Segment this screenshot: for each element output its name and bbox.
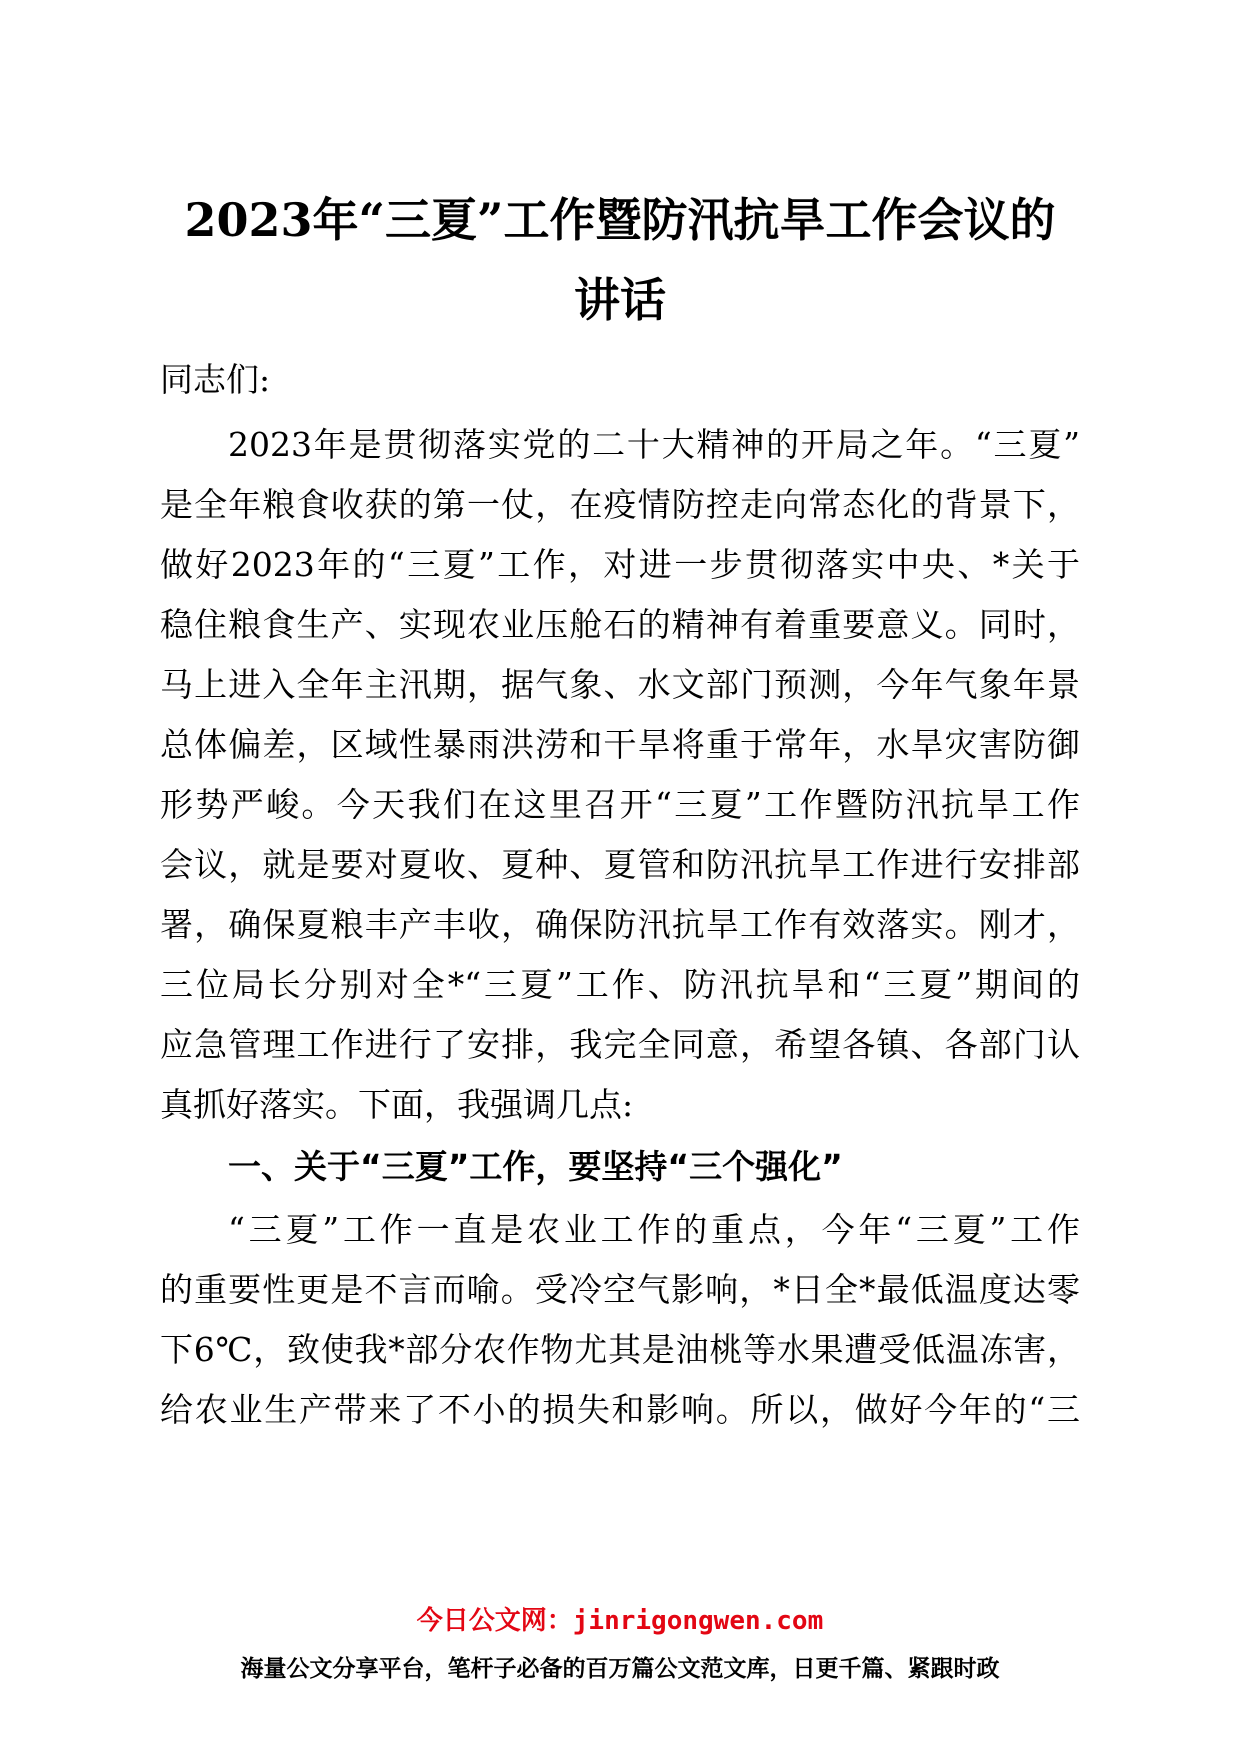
paragraph1-line: 马上进入全年主汛期，据气象、水文部门预测，今年气象年景 (160, 665, 1080, 704)
footer-site-url[interactable]: jinrigongwen.com (572, 1606, 824, 1636)
paragraph2-line: “三夏”工作一直是农业工作的重点，今年“三夏”工作 (228, 1210, 1080, 1249)
salutation: 同志们: (160, 360, 271, 399)
paragraph1-line: 真抓好落实。下面，我强调几点: (160, 1085, 634, 1124)
paragraph1-line: 稳住粮食生产、实现农业压舱石的精神有着重要意义。同时， (160, 605, 1080, 644)
paragraph1-line: 署，确保夏粮丰产丰收，确保防汛抗旱工作有效落实。刚才， (160, 905, 1080, 944)
paragraph2-line: 的重要性更是不言而喻。受冷空气影响，*日全*最低温度达零 (160, 1270, 1080, 1309)
paragraph1-line: 三位局长分别对全*“三夏”工作、防汛抗旱和“三夏”期间的 (160, 965, 1080, 1004)
footer-site-line (0, 1600, 1240, 1637)
paragraph2-line: 下6℃，致使我*部分农作物尤其是油桃等水果遭受低温冻害， (160, 1330, 1080, 1369)
paragraph1-line: 是全年粮食收获的第一仗，在疫情防控走向常态化的背景下， (160, 485, 1080, 524)
title-line-1: 2023年“三夏”工作暨防汛抗旱工作会议的 (184, 193, 1056, 247)
paragraph1-line: 会议，就是要对夏收、夏种、夏管和防汛抗旱工作进行安排部 (160, 845, 1080, 884)
title-line-2: 讲话 (574, 273, 666, 327)
footer-slogan: 海量公文分享平台，笔杆子必备的百万篇公文范文库，日更千篇、紧跟时政 (240, 1656, 1000, 1682)
footer-site-name: 今日公文网： (416, 1606, 573, 1636)
document-title (120, 180, 1120, 340)
section-heading: 一、关于“三夏”工作，要坚持“三个强化” (228, 1147, 843, 1186)
paragraph1-line: 总体偏差，区域性暴雨洪涝和干旱将重于常年，水旱灾害防御 (160, 725, 1080, 764)
paragraph1-line: 形势严峻。今天我们在这里召开“三夏”工作暨防汛抗旱工作 (160, 785, 1080, 824)
paragraph2-line: 给农业生产带来了不小的损失和影响。所以，做好今年的“三 (160, 1390, 1080, 1429)
paragraph1-line: 应急管理工作进行了安排，我完全同意，希望各镇、各部门认 (160, 1025, 1080, 1064)
paragraph1-line: 2023年是贯彻落实党的二十大精神的开局之年。“三夏” (228, 425, 1080, 464)
paragraph1-line: 做好2023年的“三夏”工作，对进一步贯彻落实中央、*关于 (160, 545, 1080, 584)
